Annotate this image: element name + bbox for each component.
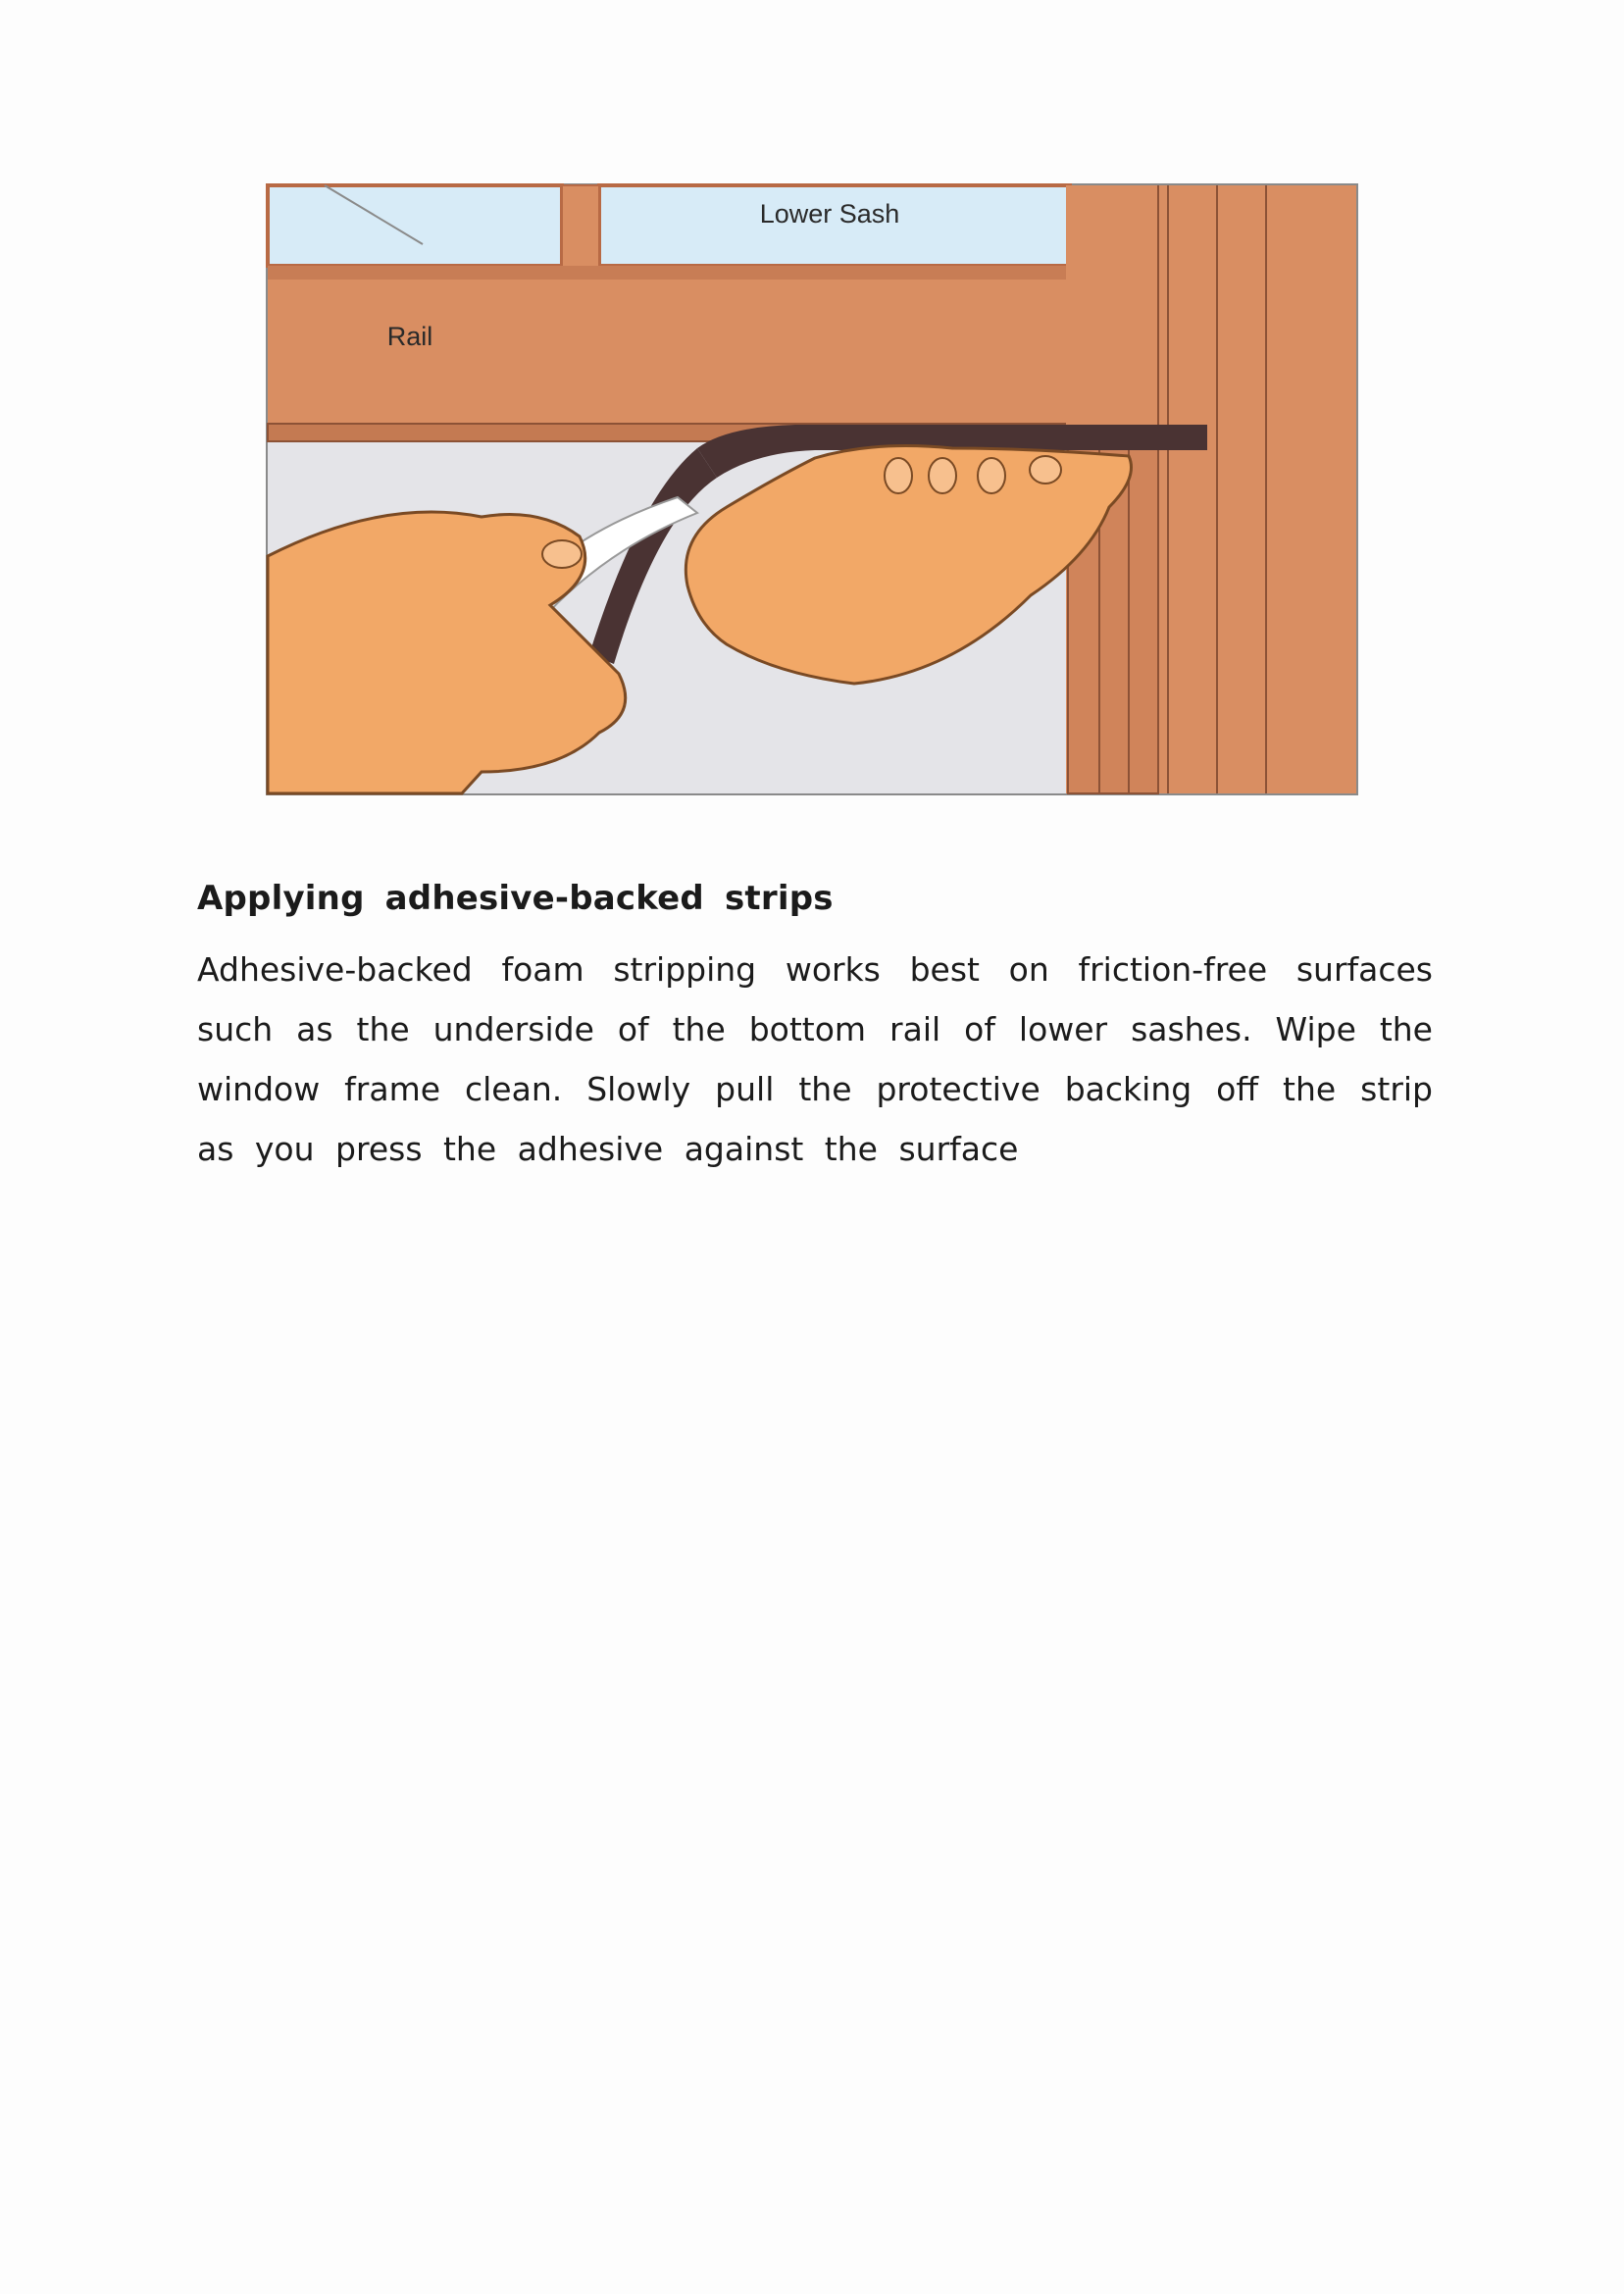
rail-label: Rail: [386, 322, 433, 351]
weatherstripping-illustration: [266, 183, 1358, 795]
lower-sash-label: Lower Sash: [759, 199, 900, 229]
glass-pane-left: [268, 185, 562, 266]
article-section: [197, 869, 1433, 1179]
right-fingernail: [885, 458, 912, 493]
muntin: [562, 185, 599, 272]
right-fingernail: [929, 458, 956, 493]
illustration-svg: [266, 183, 1358, 795]
right-fingernail: [1030, 456, 1061, 484]
section-heading: Applying adhesive-backed strips: [197, 879, 834, 918]
left-thumbnail: [542, 540, 582, 568]
body-paragraph: Adhesive-backed foam stripping works best on friction-free surfaces such as the underside of the bottom rail of lower sashes. Wipe the window frame clean. Slowly pull the protective backing off the strip as you press the adhesive against the surface: [197, 950, 1433, 1168]
right-fingernail: [978, 458, 1005, 493]
